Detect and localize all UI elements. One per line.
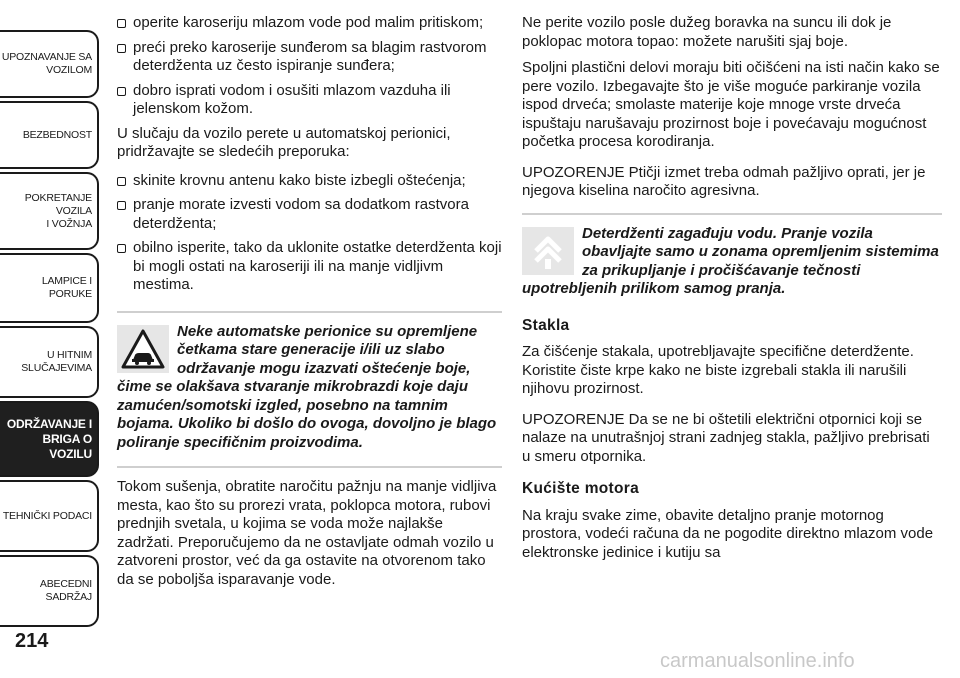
- paragraph: Za čišćenje stakala, upotrebljavajte specifične deterdžente. Koristite čiste krpe kako ne biste izgrebali stakla ili narušili njihovu prozirnost.: [522, 343, 914, 397]
- checkbox-bullet-icon: [117, 177, 126, 186]
- environment-note: [522, 225, 942, 299]
- car-warning-icon: [117, 325, 169, 373]
- tab-label: UPOZNAVANJE SA VOZILOM: [1, 51, 92, 76]
- checkbox-bullet-icon: [117, 244, 126, 253]
- list-item: [117, 82, 502, 119]
- divider: [117, 311, 502, 313]
- paragraph: Tokom sušenja, obratite naročitu pažnju na manje vidljiva mesta, kao što su prorezi vrata, poklopca motora, rubovi prednjih svetala, u kojima se voda može najlakše zadržati. Preporučujemo da ne ostavljate odmah vozilo u zatvoreni prostor, već da ga ostavite na otvorenom tako da se poboljša isparavanje vode.: [117, 478, 497, 588]
- paragraph: Ne perite vozilo posle dužeg boravka na suncu ili dok je poklopac motora topao: možete narušiti sjaj boje.: [522, 14, 892, 50]
- paragraph: Spoljni plastični delovi moraju biti očišćeni na isti način kako se pere vozilo. Izbegavajte što je više moguće parkiranje vozila ispod drveća; smolaste materije koje mnoge vrste drveća ispuštaju narušavaju prozirnost boje i povećavaju mogućnost početka procesa korodiranja.: [522, 59, 940, 150]
- tab-hitni[interactable]: [0, 326, 99, 398]
- recycle-tree-icon: [522, 227, 574, 275]
- tab-odrzavanje[interactable]: [0, 401, 99, 477]
- list-item-text: skinite krovnu antenu kako biste izbegli oštećenja;: [133, 171, 466, 189]
- checkbox-bullet-icon: [117, 201, 126, 210]
- list-item: [117, 239, 502, 295]
- environment-text: Deterdženti zagađuju vodu. Pranje vozila obavljajte samo u zonama opremljenim sistemima za prikupljanje i pročišćavanje tečnosti upotrebljenih prilikom samog pranja.: [522, 224, 939, 297]
- list-item-text: operite karoseriju mlazom vode pod malim pritiskom;: [133, 14, 484, 31]
- section-heading-glass: Stakla: [522, 316, 570, 334]
- tab-label: LAMPICE I PORUKE: [41, 275, 92, 300]
- tab-label: TEHNIČKI PODACI: [2, 509, 92, 522]
- tab-label: BEZBEDNOST: [22, 128, 92, 141]
- tab-abecedni[interactable]: [0, 555, 99, 627]
- tab-pokretanje[interactable]: [0, 172, 99, 250]
- list-item-text: obilno isperite, tako da uklonite ostatke deterdženta koji bi mogli ostati na karoseriji ili na manje vidljivm mestima.: [133, 239, 502, 293]
- tab-lampice[interactable]: [0, 253, 99, 323]
- divider: [117, 466, 502, 468]
- list-item: [117, 196, 502, 233]
- tab-upoznavanje[interactable]: [0, 30, 99, 98]
- left-column: [117, 14, 502, 599]
- list-item: [117, 14, 502, 33]
- paragraph: UPOZORENJE Ptičji izmet treba odmah pažljivo oprati, jer je njegova kiselina naročito agresivna.: [522, 163, 926, 199]
- paragraph: Na kraju svake zime, obavite detaljno pranje motornog prostora, vodeći računa da ne pogodite direktno mlazom vode elektronske jedinice i kutiju sa: [522, 506, 934, 561]
- tab-label: ABECEDNI SADRŽAJ: [39, 578, 92, 603]
- paragraph: U slučaju da vozilo perete u automatskoj perionici, pridržavajte se sledećih preporuka:: [117, 124, 451, 160]
- checkbox-bullet-icon: [117, 87, 126, 96]
- tab-tehnicki[interactable]: [0, 480, 99, 552]
- checkbox-bullet-icon: [117, 19, 126, 28]
- warning-text: Neke automatske perionice su opremljene četkama stare generacije i/ili uz slabo održavanje mogu izazvati oštećenje boje, čime se olakšava stvaranje mikrobrazdi koje daju zamućen/somotski izgled, posebno na tamnim bojama. Ukoliko bi došlo do ovoga, dovoljno je blago poliranje specifičnim proizvodima.: [117, 322, 497, 451]
- list-item: [117, 39, 502, 76]
- list-item-text: preći preko karoserije sunđerom sa blagim rastvorom deterdženta uz često ispiranje sunđera;: [133, 38, 487, 74]
- tab-label: ODRŽAVANJE I BRIGA O VOZILU: [6, 416, 92, 461]
- tab-label: U HITNIM SLUČAJEVIMA: [21, 349, 92, 374]
- divider: [522, 213, 942, 215]
- section-heading-engine: Kućište motora: [522, 480, 640, 497]
- list-item: [117, 172, 502, 191]
- tab-label: POKRETANJE VOZILA I VOŽNJA: [24, 191, 92, 230]
- right-column: [522, 14, 942, 572]
- checkbox-bullet-icon: [117, 44, 126, 53]
- paragraph: UPOZORENJE Da se ne bi oštetili električni otpornici koji se nalaze na unutrašnjoj strani zadnjeg stakla, pažljivo prebrisati u smeru otpornika.: [522, 410, 930, 465]
- page-number: 214: [15, 630, 49, 652]
- watermark: carmanualsonline.info: [660, 650, 855, 672]
- list-item-text: dobro isprati vodom i osušiti mlazom vazduha ili jelenskom kožom.: [133, 81, 451, 117]
- tab-bezbednost[interactable]: [0, 101, 99, 169]
- list-item-text: pranje morate izvesti vodom sa dodatkom rastvora deterdženta;: [133, 196, 469, 232]
- warning-note: [117, 323, 502, 453]
